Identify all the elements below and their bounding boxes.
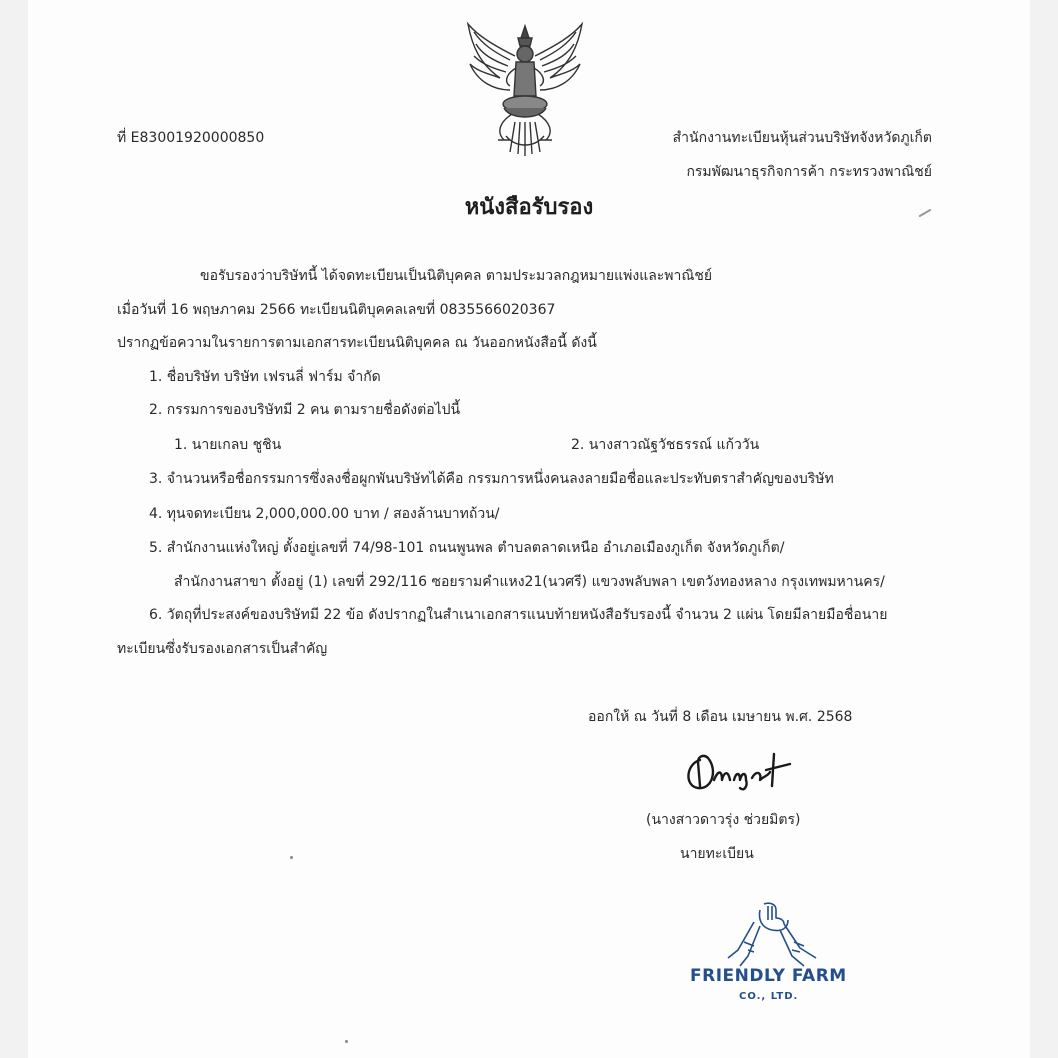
director-2: 2. นางสาวณัฐวัชธรรณ์ แก้ววัน (571, 437, 760, 453)
handwritten-signature (678, 746, 808, 798)
document-number: ที่ E83001920000850 (117, 130, 265, 146)
item-head-office: 5. สำนักงานแห่งใหญ่ ตั้งอยู่เลขที่ 74/98-101 ถนนพูนพล ตำบลตลาดเหนือ อำเภอเมืองภูเก็ต จังหวัดภูเก็ต/ (149, 540, 785, 556)
item-objectives-cont: ทะเบียนซึ่งรับรองเอกสารเป็นสำคัญ (117, 641, 328, 657)
speck (290, 856, 293, 859)
intro-line-1: ขอรับรองว่าบริษัทนี้ ได้จดทะเบียนเป็นนิติบุคคล ตามประมวลกฎหมายแพ่งและพาณิชย์ (200, 268, 713, 284)
director-1: 1. นายเกลบ ชูชิน (174, 437, 282, 453)
item-registered-capital: 4. ทุนจดทะเบียน 2,000,000.00 บาท / สองล้านบาทถ้วน/ (149, 506, 500, 522)
item-company-name: 1. ชื่อบริษัท บริษัท เฟรนลี่ ฟาร์ม จำกัด (149, 369, 381, 385)
issuing-department: กรมพัฒนาธุรกิจการค้า กระทรวงพาณิชย์ (686, 164, 932, 180)
company-logo-sub: CO., LTD. (739, 991, 799, 1002)
company-logo-name: FRIENDLY FARM (690, 966, 847, 986)
issuing-office: สำนักงานทะเบียนหุ้นส่วนบริษัทจังหวัดภูเก็ต (672, 130, 932, 146)
intro-line-2: เมื่อวันที่ 16 พฤษภาคม 2566 ทะเบียนนิติบุคคลเลขที่ 0835566020367 (117, 302, 556, 318)
document-page (28, 0, 1030, 1058)
item-objectives: 6. วัตถุที่ประสงค์ของบริษัทมี 22 ข้อ ดังปรากฏในสำเนาเอกสารแนบท้ายหนังสือรับรองนี้ จำนวน 2 แผ่น โดยมีลายมือชื่อนาย (149, 607, 888, 623)
speck (345, 1040, 348, 1043)
intro-line-3: ปรากฏข้อความในรายการตามเอกสารทะเบียนนิติบุคคล ณ วันออกหนังสือนี้ ดังนี้ (117, 335, 597, 351)
registrar-name: (นางสาวดาวรุ่ง ช่วยมิตร) (646, 812, 801, 828)
garuda-emblem-icon (460, 16, 590, 158)
item-authorized-signatory: 3. จำนวนหรือชื่อกรรมการซึ่งลงชื่อผูกพันบริษัทได้คือ กรรมการหนึ่งคนลงลายมือชื่อและประทับตราสำคัญของบริษัท (149, 471, 834, 487)
item-directors: 2. กรรมการของบริษัทมี 2 คน ตามรายชื่อดังต่อไปนี้ (149, 402, 461, 418)
document-title: หนังสือรับรอง (464, 195, 594, 220)
issue-date: ออกให้ ณ วันที่ 8 เดือน เมษายน พ.ศ. 2568 (588, 709, 853, 725)
handshake-logo-icon (724, 900, 824, 970)
registrar-title: นายทะเบียน (680, 846, 754, 862)
item-branch-office: สำนักงานสาขา ตั้งอยู่ (1) เลขที่ 292/116 ซอยรามคำแหง21(นวศรี) แขวงพลับพลา เขตวังทองหลาง กรุงเทพมหานคร/ (174, 574, 885, 590)
